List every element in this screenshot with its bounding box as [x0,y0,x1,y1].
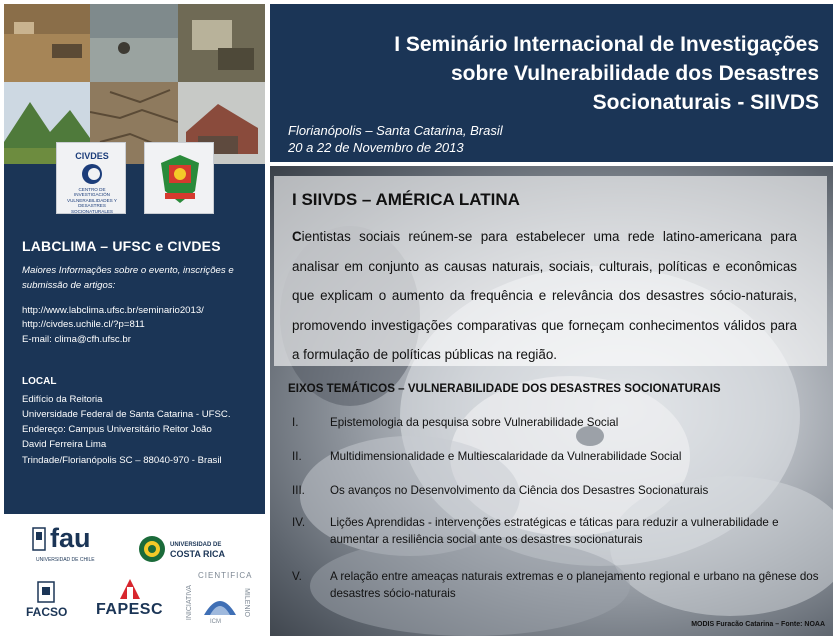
partner-logos [4,515,266,635]
axis-text: Multidimensionalidade e Multiescalaridade da Vulnerabilidade Social [330,450,682,463]
event-dates: 20 a 22 de Novembro de 2013 [288,140,464,155]
santa-catarina-coat-of-arms [144,142,214,214]
fau-caption: UNIVERSIDAD DE CHILE [36,557,95,563]
axis-text: Os avanços no Desenvolvimento da Ciência dos Desastres Socionaturais [330,484,709,497]
costa-rica-logo [138,535,228,565]
ucr-seal-icon [138,535,166,563]
event-title-line: I Seminário Internacional de Investigações [394,33,819,56]
fapesc-logo [96,577,166,623]
icm-text: ICM [210,619,221,625]
costa-rica-line-1: UNIVERSIDAD DE [170,542,222,548]
cientifica-text: CIENTIFICA [198,571,253,580]
section-title: I SIIVDS – AMÉRICA LATINA [292,190,520,209]
water-photo [90,4,178,82]
event-location: Florianópolis – Santa Catarina, Brasil [288,123,503,138]
intro-paragraph [292,222,797,370]
local-title: LOCAL [22,376,57,387]
local-line: Edifício da Reitoria [22,394,103,405]
local-line: David Ferreira Lima [22,439,107,450]
local-line: Universidade Federal de Santa Catarina - UFSC. [22,409,231,420]
axis-number: V. [292,570,302,583]
civdes-link[interactable]: http://civdes.uchile.cl/?p=811 [22,319,145,330]
main-content [270,166,833,636]
facso-text: FACSO [26,605,68,619]
email-link[interactable]: E-mail: clima@cfh.ufsc.br [22,334,131,345]
event-title [299,30,819,117]
debris-photo [178,4,265,82]
local-line: Trindade/Florianópolis SC – 88040-970 - Brasil [22,455,222,466]
costa-rica-line-2: COSTA RICA [170,549,225,559]
axis-text: Epistemologia da pesquisa sobre Vulnerabilidade Social [330,416,619,429]
facso-crest-icon [36,581,56,603]
axis-number: IV. [292,516,306,529]
left-info-panel [4,4,265,514]
event-title-line: sobre Vulnerabilidade dos Desastres [450,62,819,85]
universidad-de-chile-crest-icon [32,527,46,553]
cividi-logo-text: CIVDES [75,151,109,161]
fapesc-text: FAPESC [96,601,164,618]
axis-number: III. [292,484,305,497]
event-header [270,4,833,162]
local-line: Endereço: Campus Universitário Reitor João [22,424,212,435]
info-line-1: Maiores Informações sobre o evento, inscrições e [22,265,234,276]
axis-number: I. [292,416,299,429]
flood-photo [4,4,90,82]
cividi-caption: CENTRO DE INVESTIGACIÓN VULNERABILIDADES Y DESASTRES SOCIONATURALES [67,187,117,214]
photo-collage [4,4,265,164]
fau-logo-text: fau [50,523,91,553]
coat-of-arms-icon [155,151,205,207]
paragraph-text: ientistas sociais reúnem-se para estabelecer uma rede latino-americana para analisar em conjunto as causas naturais, sociais, culturais, políticas e econômicas que explicam o aumento da frequência e relevância dos desastres sócio-naturais, promovendo investigações comparativas que forneçam conhecimentos válidos para a formulação de políticas públicas na região. [292,229,797,363]
paragraph-initial: C [292,229,302,244]
facso-logo [24,581,68,625]
info-line-2: submissão de artigos: [22,280,116,291]
iniciativa-cientifica-milenio-logo [186,571,258,633]
milenio-text: MILENIO [242,588,250,617]
left-panel-title: LABCLIMA – UFSC e CIVDES [22,238,221,254]
iniciativa-text: INICIATIVA [186,584,194,621]
fapesc-mark-icon [116,577,144,601]
cividi-emblem-icon [78,163,106,185]
fau-logo [32,525,102,569]
cividi-logo [56,142,126,214]
image-credit: MODIS Furacão Catarina – Fonte: NOAA [691,621,825,628]
intro-panel [274,176,827,366]
event-title-line: Socionaturais - SIIVDS [592,91,819,114]
axis-number: II. [292,450,302,463]
axis-text: Lições Aprendidas - intervenções estratégicas e táticas para reduzir a vulnerabilidade e aumentar a resiliência social ante os desastres socionaturais [330,516,779,546]
thematic-axes-title: EIXOS TEMÁTICOS – VULNERABILIDADE DOS DESASTRES SOCIONATURAIS [288,382,721,395]
axis-text: A relação entre ameaças naturais extremas e o planejamento regional e urbano na gênese dos desastres sócio-naturais [330,570,819,600]
event-location-dates [288,122,503,156]
milenio-mark-icon [202,585,238,617]
event-link[interactable]: http://www.labclima.ufsc.br/seminario2013/ [22,305,204,316]
